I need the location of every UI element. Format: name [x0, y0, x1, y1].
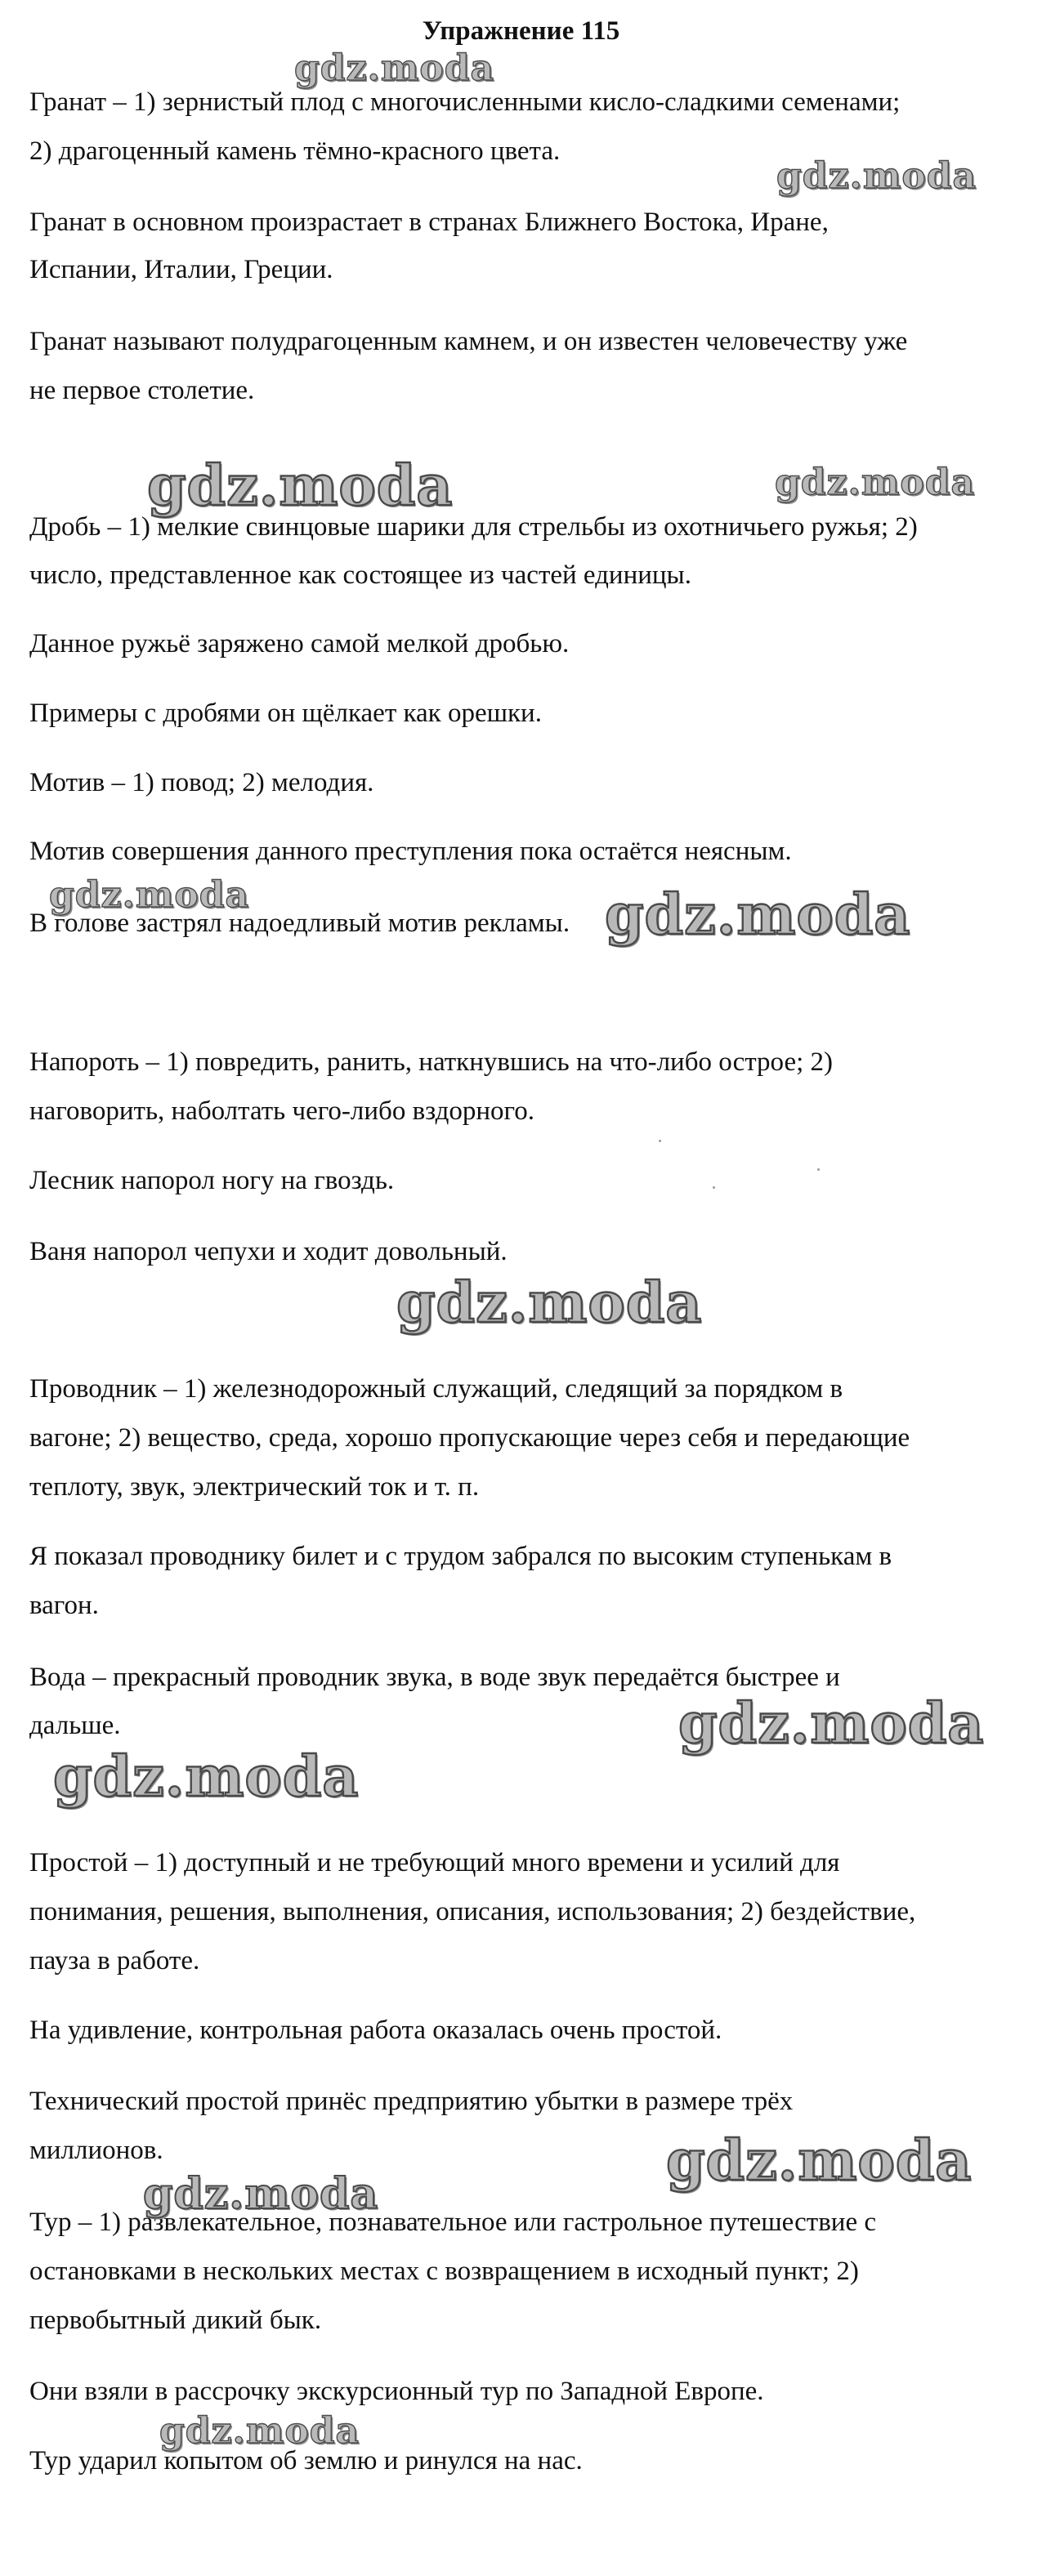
watermark: gdz.moda: [294, 47, 495, 89]
text-line: В голове застрял надоедливый мотив рекламы.: [29, 909, 570, 938]
text-line: Примеры с дробями он щёлкает как орешки.: [29, 699, 542, 728]
text-line: миллионов.: [29, 2136, 163, 2165]
text-line: Простой – 1) доступный и не требующий много времени и усилий для: [29, 1848, 840, 1877]
text-line: 2) драгоценный камень тёмно-красного цвета.: [29, 136, 561, 166]
text-line: Испании, Италии, Греции.: [29, 255, 333, 284]
watermark: gdz.moda: [147, 453, 454, 519]
text-line: Гранат в основном произрастает в странах Ближнего Востока, Иране,: [29, 208, 829, 237]
watermark: gdz.moda: [678, 1691, 985, 1757]
watermark: gdz.moda: [776, 155, 977, 197]
text-line: не первое столетие.: [29, 376, 255, 405]
text-line: Технический простой принёс предприятию убытки в размере трёх: [29, 2087, 794, 2116]
text-line: понимания, решения, выполнения, описания, использования; 2) бездействие,: [29, 1897, 916, 1926]
text-line: Проводник – 1) железнодорожный служащий, следящий за порядком в: [29, 1374, 843, 1404]
text-line: Они взяли в рассрочку экскурсионный тур по Западной Европе.: [29, 2377, 764, 2406]
scan-speck: [713, 1186, 715, 1189]
page-title: Упражнение 115: [422, 16, 620, 46]
scan-speck: [659, 1140, 661, 1142]
text-line: Ваня напорол чепухи и ходит довольный.: [29, 1237, 508, 1266]
text-line: Мотив совершения данного преступления пока остаётся неясным.: [29, 837, 792, 866]
text-line: Я показал проводнику билет и с трудом забрался по высоким ступенькам в: [29, 1542, 892, 1571]
text-line: теплоту, звук, электрический ток и т. п.: [29, 1472, 480, 1502]
scan-speck: [817, 1168, 820, 1171]
watermark: gdz.moda: [159, 2410, 360, 2452]
watermark: gdz.moda: [53, 1744, 360, 1810]
watermark: gdz.moda: [775, 462, 976, 503]
watermark: gdz.moda: [396, 1270, 703, 1336]
text-line: вагон.: [29, 1591, 99, 1620]
text-line: Лесник напорол ногу на гвоздь.: [29, 1166, 395, 1195]
watermark: gdz.moda: [605, 882, 911, 948]
text-line: наговорить, наболтать чего-либо вздорного.: [29, 1096, 535, 1126]
text-line: остановками в нескольких местах с возвращением в исходный пункт; 2): [29, 2257, 859, 2286]
text-line: Гранат – 1) зернистый плод с многочисленными кисло-сладкими семенами;: [29, 87, 901, 117]
text-line: вагоне; 2) вещество, среда, хорошо пропускающие через себя и передающие: [29, 1423, 910, 1453]
text-line: пауза в работе.: [29, 1946, 200, 1976]
text-line: Гранат называют полудрагоценным камнем, и он известен человечеству уже: [29, 327, 908, 356]
text-line: дальше.: [29, 1711, 121, 1740]
watermark: gdz.moda: [143, 2169, 379, 2219]
text-line: Тур – 1) развлекательное, познавательное или гастрольное путешествие с: [29, 2208, 877, 2237]
text-line: Мотив – 1) повод; 2) мелодия.: [29, 768, 374, 797]
text-line: первобытный дикий бык.: [29, 2306, 322, 2335]
text-line: На удивление, контрольная работа оказалась очень простой.: [29, 2016, 722, 2045]
watermark: gdz.moda: [49, 874, 250, 916]
text-line: Дробь – 1) мелкие свинцовые шарики для стрельбы из охотничьего ружья; 2): [29, 512, 918, 542]
text-line: Тур ударил копытом об землю и ринулся на нас.: [29, 2446, 583, 2476]
text-line: Данное ружьё заряжено самой мелкой дробью.: [29, 629, 570, 659]
text-line: Вода – прекрасный проводник звука, в воде звук передаётся быстрее и: [29, 1663, 840, 1692]
watermark: gdz.moda: [666, 2128, 973, 2194]
text-line: Напороть – 1) повредить, ранить, наткнувшись на что-либо острое; 2): [29, 1047, 834, 1077]
text-line: число, представленное как состоящее из частей единицы.: [29, 560, 691, 590]
